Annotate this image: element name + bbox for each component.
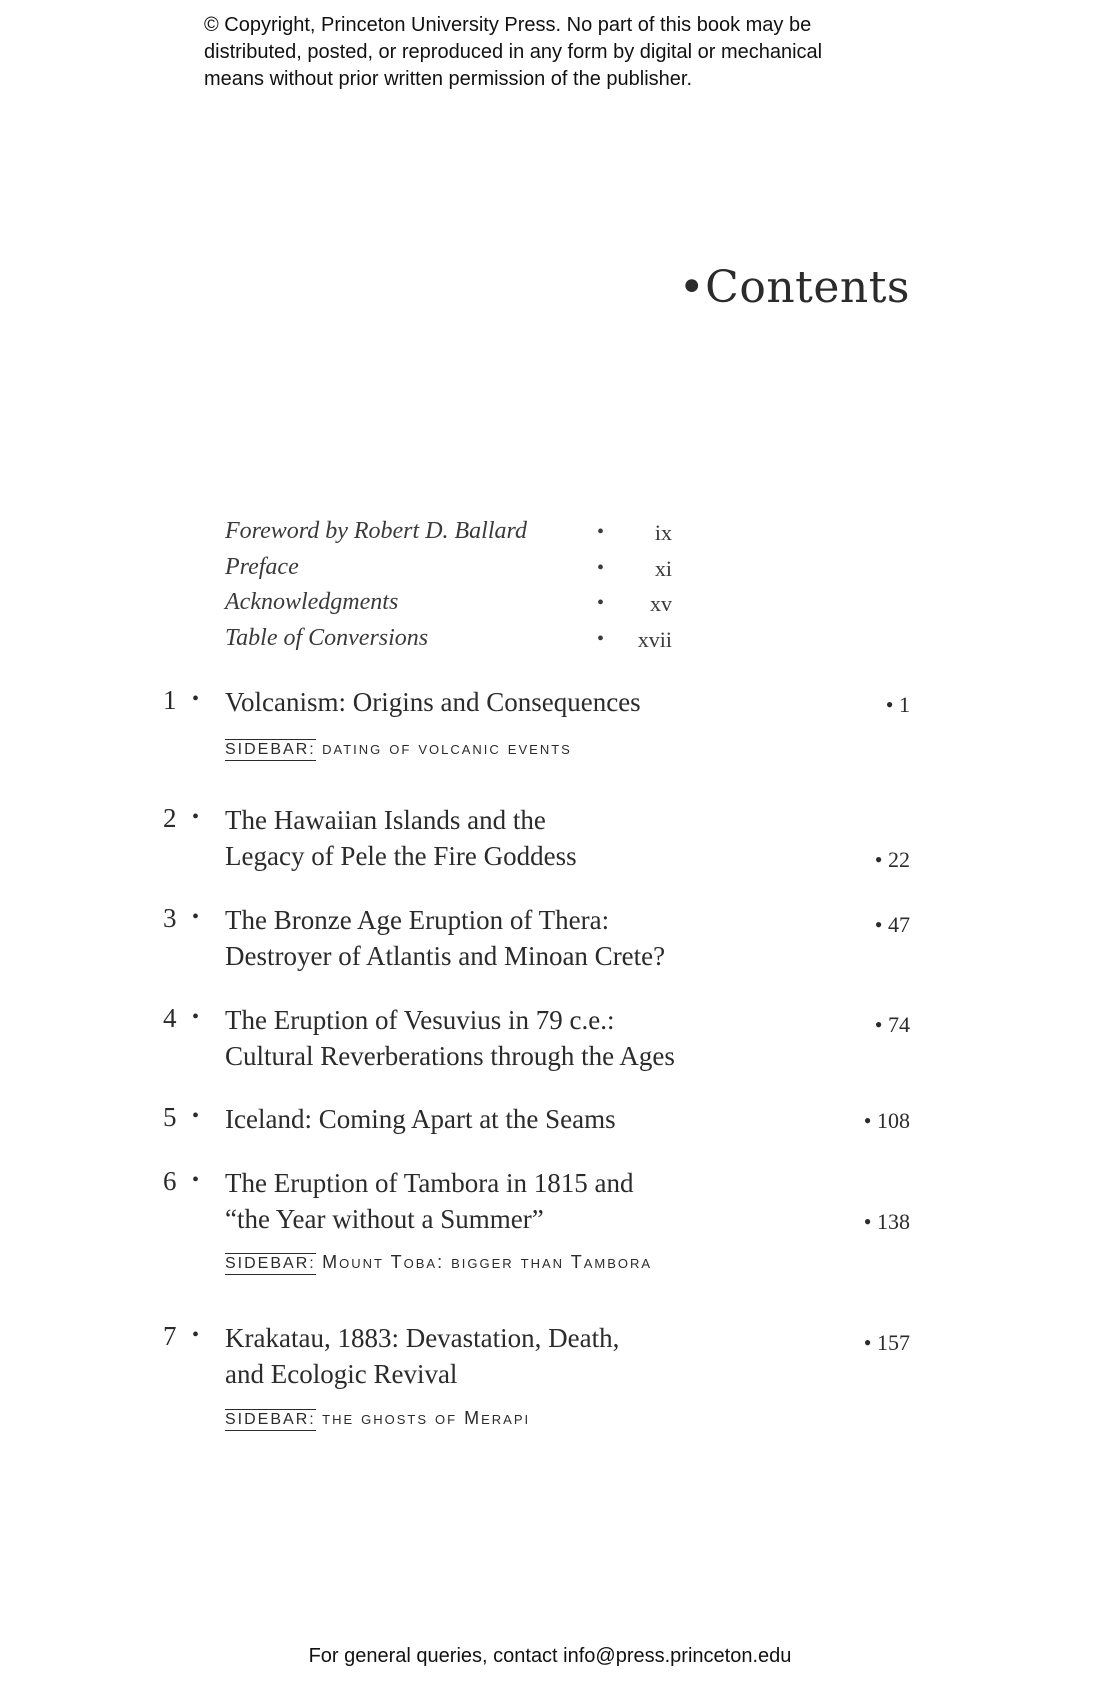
chapter-title (225, 1101, 616, 1137)
chapter-title-line: Legacy of Pele the Fire Goddess (225, 841, 577, 871)
sidebar-label: SIDEBAR: (225, 1409, 316, 1431)
front-matter-bullet: • (597, 557, 605, 579)
chapter-bullet: • (192, 1105, 200, 1127)
front-matter-bullet: • (597, 521, 605, 543)
chapter-number: 4 (163, 1003, 177, 1033)
chapter-sidebar (225, 1252, 652, 1275)
chapter-bullet: • (192, 1006, 200, 1028)
chapter-title (225, 802, 577, 874)
copyright-line: © Copyright, Princeton University Press. No part of this book may be (204, 14, 812, 36)
chapter-page: • 157 (863, 1330, 910, 1355)
front-matter-bullet: • (597, 592, 605, 614)
chapter-sidebar (225, 1408, 530, 1431)
chapter-title-line: Krakatau, 1883: Devastation, Death, (225, 1323, 620, 1353)
footer-contact: For general queries, contact info@press.princeton.edu (308, 1645, 792, 1667)
copyright-line: distributed, posted, or reproduced in any form by digital or mechanical (204, 41, 823, 63)
chapter-title-line: “the Year without a Summer” (225, 1204, 544, 1234)
chapter-page: • 138 (863, 1209, 910, 1234)
front-matter-page: xvii (637, 627, 672, 652)
front-matter-title: Preface (225, 554, 299, 580)
page-title: •Contents (678, 262, 910, 313)
front-matter-page: xv (650, 591, 672, 616)
sidebar-text: Mount Toba: bigger than Tambora (322, 1252, 653, 1272)
chapter-title-line: The Hawaiian Islands and the (225, 805, 546, 835)
chapter-title-line: Destroyer of Atlantis and Minoan Crete? (225, 941, 666, 971)
chapter-title-line: The Bronze Age Eruption of Thera: (225, 905, 610, 935)
chapter-title-line: Volcanism: Origins and Consequences (225, 687, 641, 717)
front-matter-title: Table of Conversions (225, 625, 429, 651)
sidebar-label: SIDEBAR: (225, 739, 316, 761)
front-matter-title: Acknowledgments (225, 589, 399, 615)
chapter-title-line: The Eruption of Tambora in 1815 and (225, 1168, 634, 1198)
sidebar-text: dating of volcanic events (322, 738, 572, 758)
chapter-title-line: and Ecologic Revival (225, 1359, 458, 1389)
front-matter-title: Foreword by Robert D. Ballard (225, 518, 527, 544)
chapter-bullet: • (192, 1169, 200, 1191)
chapter-page: • 47 (874, 912, 910, 937)
chapter-page: • 74 (874, 1012, 910, 1037)
chapter-title (225, 902, 665, 974)
chapter-number: 3 (163, 903, 177, 933)
chapter-number: 1 (163, 685, 177, 715)
chapter-title-line: Iceland: Coming Apart at the Seams (225, 1104, 616, 1134)
chapter-sidebar (225, 738, 572, 761)
sidebar-label: SIDEBAR: (225, 1253, 316, 1275)
chapter-title (225, 1320, 619, 1392)
chapter-title (225, 1002, 675, 1074)
chapter-title-line: The Eruption of Vesuvius in 79 c.e.: (225, 1005, 615, 1035)
chapter-page: • 108 (863, 1108, 910, 1133)
chapter-number: 6 (163, 1166, 177, 1196)
chapter-title (225, 1165, 634, 1237)
chapter-bullet: • (192, 688, 200, 710)
front-matter-bullet: • (597, 628, 605, 650)
chapter-number: 7 (163, 1321, 177, 1351)
chapter-page: • 1 (885, 692, 910, 717)
chapter-bullet: • (192, 906, 200, 928)
chapter-bullet: • (192, 806, 200, 828)
chapter-number: 2 (163, 803, 177, 833)
chapter-bullet: • (192, 1324, 200, 1346)
chapter-title-line: Cultural Reverberations through the Ages (225, 1041, 675, 1071)
copyright-notice (204, 12, 924, 93)
copyright-line: means without prior written permission of the publisher. (204, 68, 693, 90)
chapter-number: 5 (163, 1102, 177, 1132)
front-matter-page: ix (654, 520, 672, 545)
sidebar-text: the ghosts of Merapi (322, 1408, 531, 1428)
chapter-title (225, 684, 641, 720)
front-matter-page: xi (654, 556, 672, 581)
chapter-page: • 22 (874, 847, 910, 872)
